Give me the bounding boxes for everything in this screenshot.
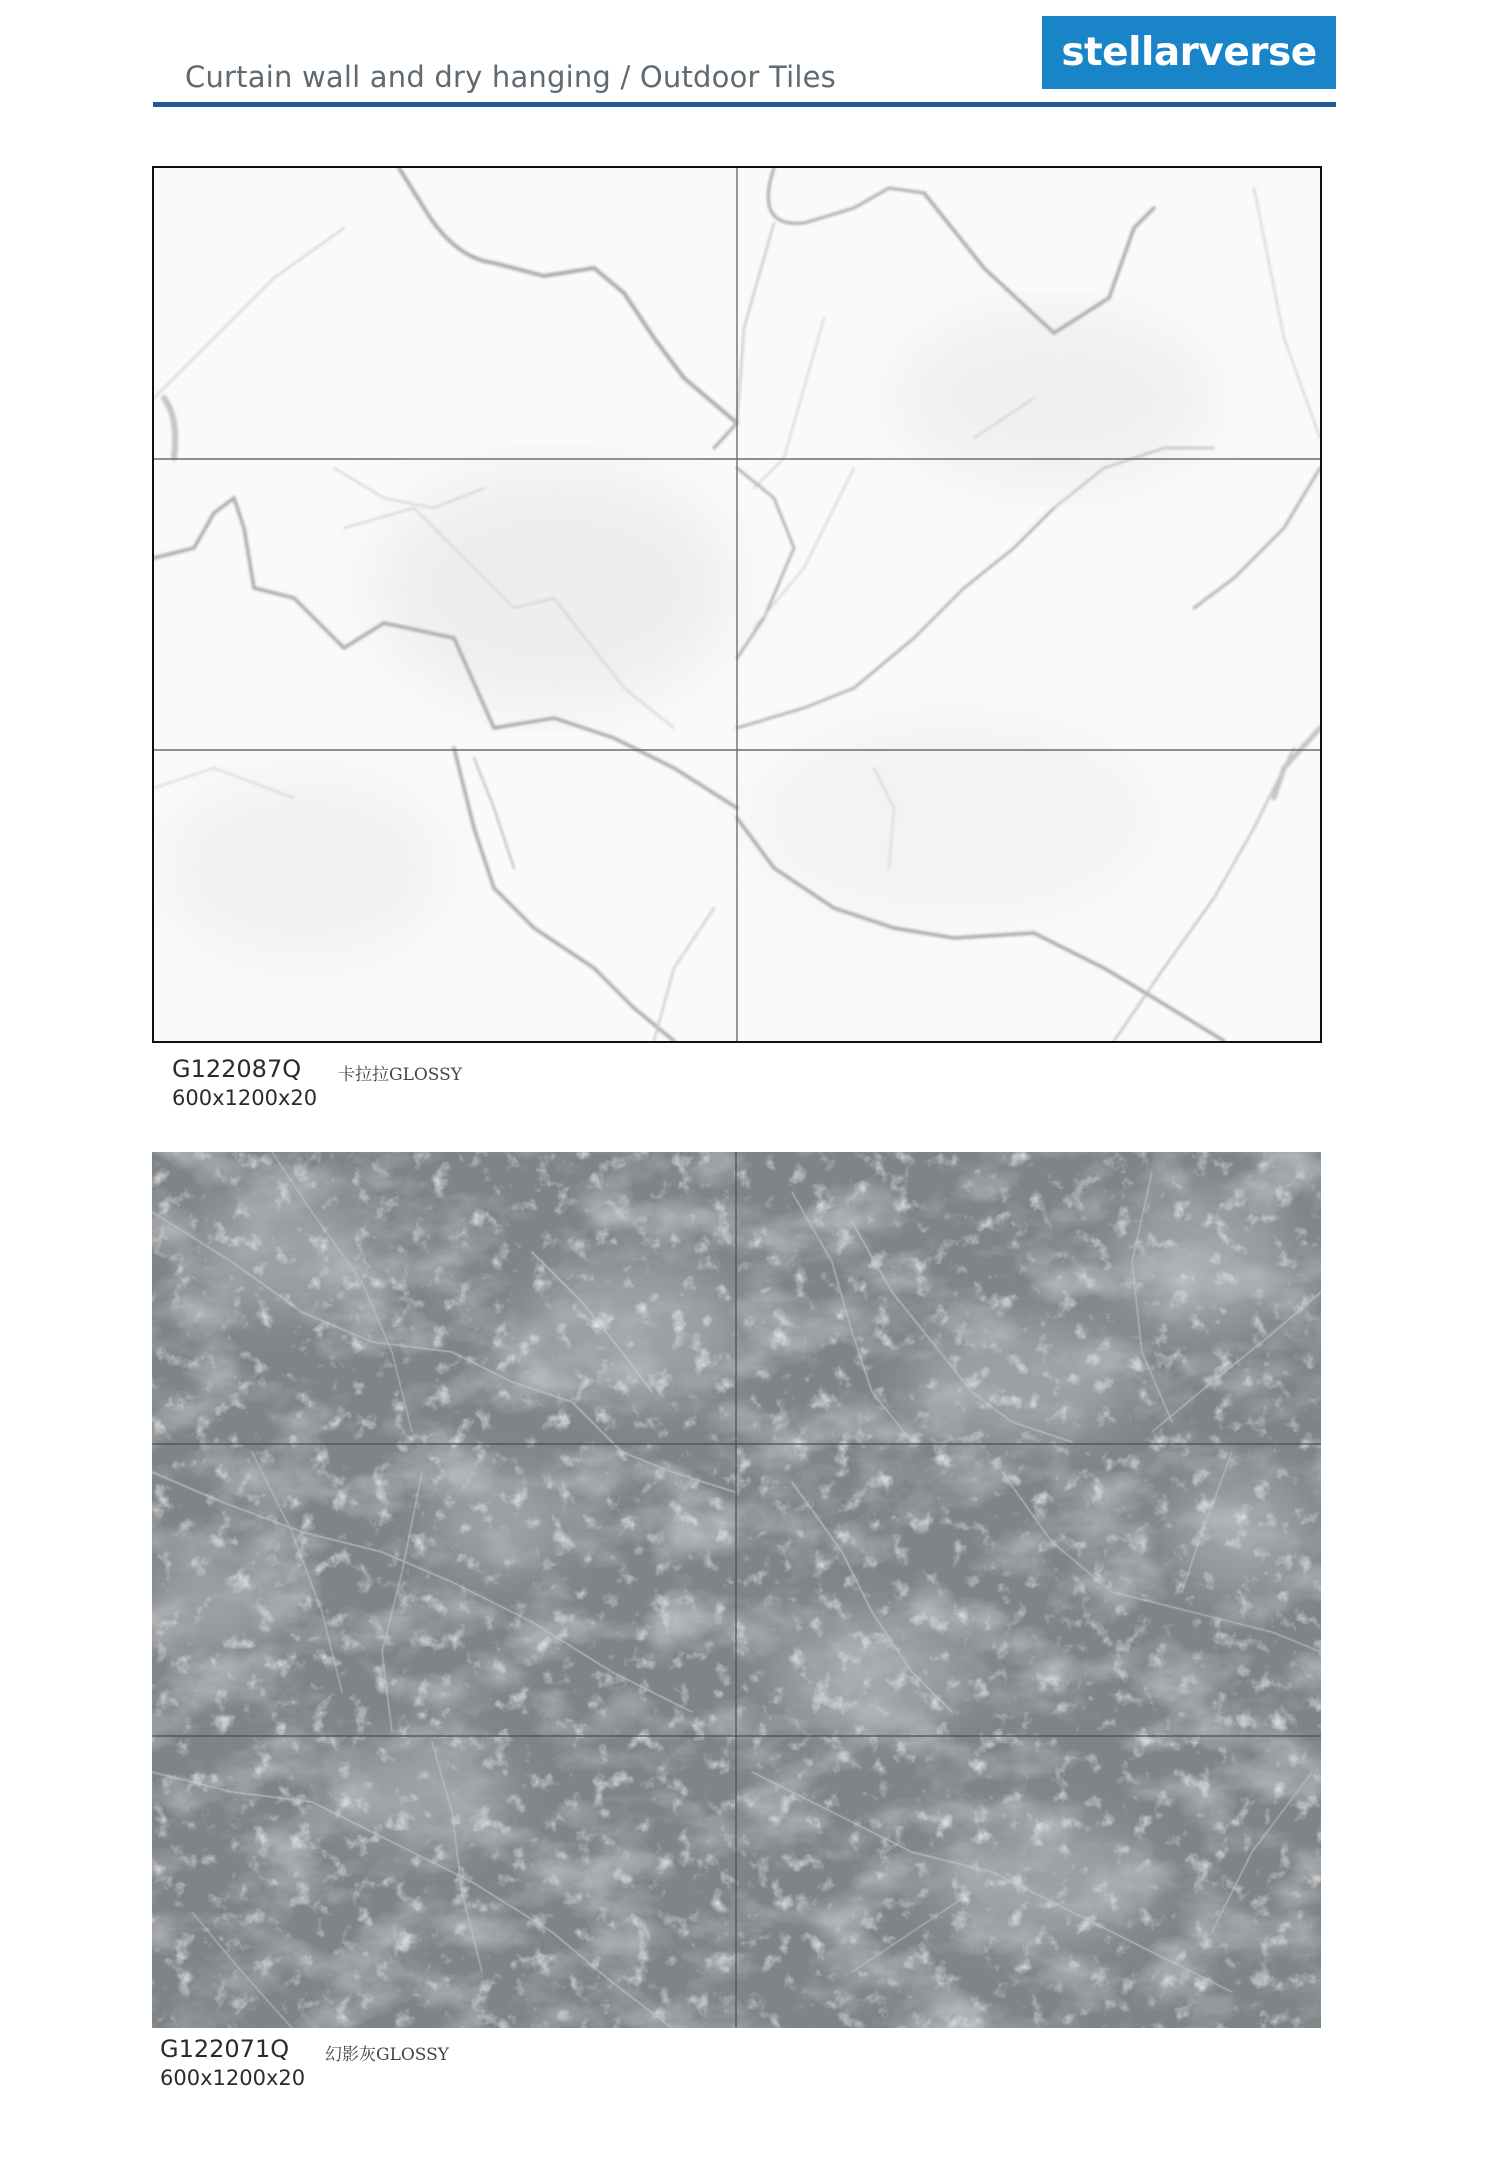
product-code: G122087Q [172, 1055, 302, 1083]
page-header-title: Curtain wall and dry hanging / Outdoor Tiles [185, 60, 836, 94]
header-divider [153, 102, 1336, 107]
tile-panel-grey-marble [152, 1152, 1321, 2028]
tile-panel-white-marble [152, 166, 1322, 1043]
product-name: 幻影灰GLOSSY [325, 2045, 450, 2065]
product-size: 600x1200x20 [160, 2066, 306, 2090]
product-name: 卡拉拉GLOSSY [338, 1065, 463, 1085]
brand-logo: stellarverse [1042, 16, 1336, 89]
product-code: G122071Q [160, 2035, 290, 2063]
grey-marble-image [152, 1152, 1321, 2028]
white-marble-image [154, 168, 1320, 1041]
product-size: 600x1200x20 [172, 1086, 318, 1110]
